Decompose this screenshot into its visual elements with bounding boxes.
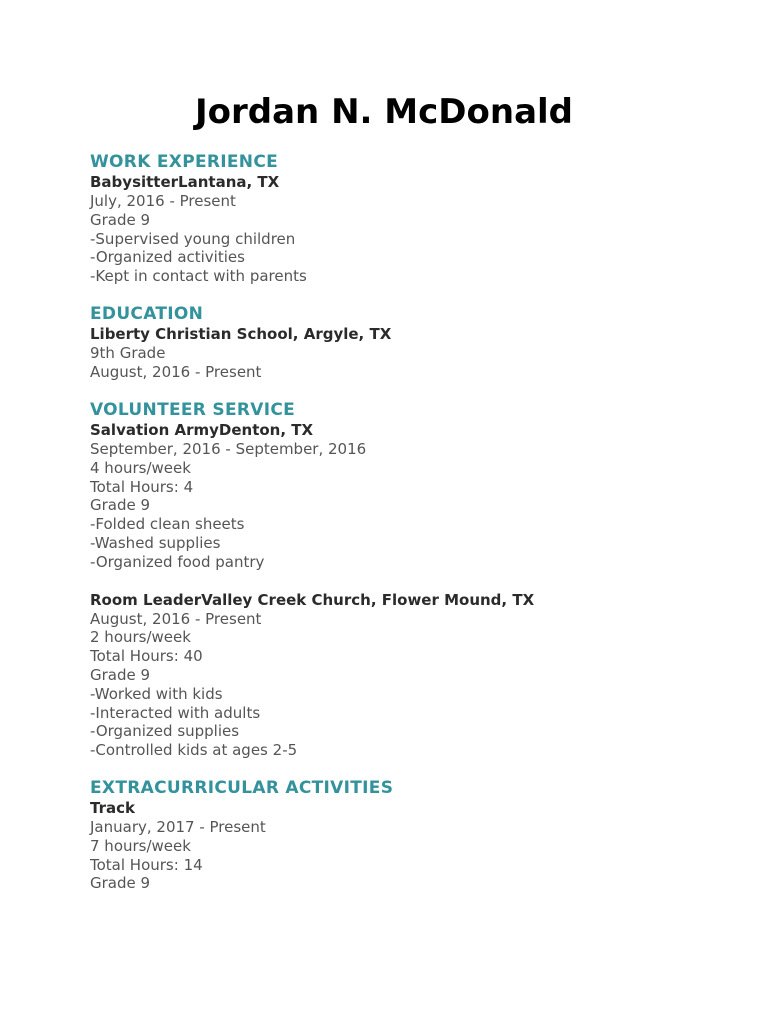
entry-line: August, 2016 - Present bbox=[90, 609, 262, 628]
extracurricular-heading: EXTRACURRICULAR ACTIVITIES bbox=[90, 778, 394, 798]
volunteer-service-heading: VOLUNTEER SERVICE bbox=[90, 400, 296, 420]
volunteer-entry bbox=[90, 421, 730, 572]
extracurricular-section bbox=[90, 778, 730, 893]
entry-line: -Washed supplies bbox=[90, 533, 221, 552]
entry-line: January, 2017 - Present bbox=[90, 818, 266, 836]
entry-line: 4 hours/week bbox=[90, 458, 191, 477]
entry-title: Salvation ArmyDenton, TX bbox=[90, 421, 314, 439]
entry-line: Grade 9 bbox=[90, 874, 151, 893]
entry-line: August, 2016 - Present bbox=[90, 362, 262, 381]
work-entry bbox=[90, 173, 730, 286]
entry-title: Room LeaderValley Creek Church, Flower Mound, TX bbox=[90, 590, 535, 609]
entry-line: Total Hours: 14 bbox=[90, 855, 203, 874]
work-experience-heading: WORK EXPERIENCE bbox=[90, 152, 279, 172]
entry-title: Liberty Christian School, Argyle, TX bbox=[90, 325, 392, 343]
entry-line: 9th Grade bbox=[90, 344, 166, 362]
resume-page bbox=[90, 0, 730, 1024]
entry-line: -Worked with kids bbox=[90, 684, 223, 703]
extracurricular-entry bbox=[90, 799, 730, 893]
entry-title: Track bbox=[90, 799, 135, 817]
entry-line: 2 hours/week bbox=[90, 628, 191, 647]
entry-line: Grade 9 bbox=[90, 210, 151, 229]
education-heading: EDUCATION bbox=[90, 304, 204, 324]
entry-line: -Organized activities bbox=[90, 248, 245, 267]
entry-title: BabysitterLantana, TX bbox=[90, 173, 280, 191]
entry-line: September, 2016 - September, 2016 bbox=[90, 440, 367, 458]
entry-line: 7 hours/week bbox=[90, 836, 191, 855]
entry-line: -Interacted with adults bbox=[90, 703, 261, 722]
entry-line: -Folded clean sheets bbox=[90, 515, 245, 534]
entry-line: Grade 9 bbox=[90, 496, 151, 515]
education-section bbox=[90, 304, 730, 382]
entry-line: July, 2016 - Present bbox=[90, 192, 236, 210]
entry-line: -Supervised young children bbox=[90, 229, 296, 248]
entry-line: Total Hours: 4 bbox=[90, 477, 194, 496]
entry-line: -Organized supplies bbox=[90, 722, 240, 741]
entry-line: -Organized food pantry bbox=[90, 552, 265, 571]
volunteer-service-section bbox=[90, 400, 730, 760]
entry-line: Grade 9 bbox=[90, 665, 151, 684]
entry-line: -Controlled kids at ages 2-5 bbox=[90, 741, 298, 760]
entry-line: -Kept in contact with parents bbox=[90, 267, 307, 286]
resume-name: Jordan N. McDonald bbox=[194, 92, 574, 132]
entry-line: Total Hours: 40 bbox=[90, 647, 203, 666]
volunteer-entry bbox=[90, 591, 730, 760]
work-experience-section bbox=[90, 152, 730, 286]
education-entry bbox=[90, 325, 730, 382]
